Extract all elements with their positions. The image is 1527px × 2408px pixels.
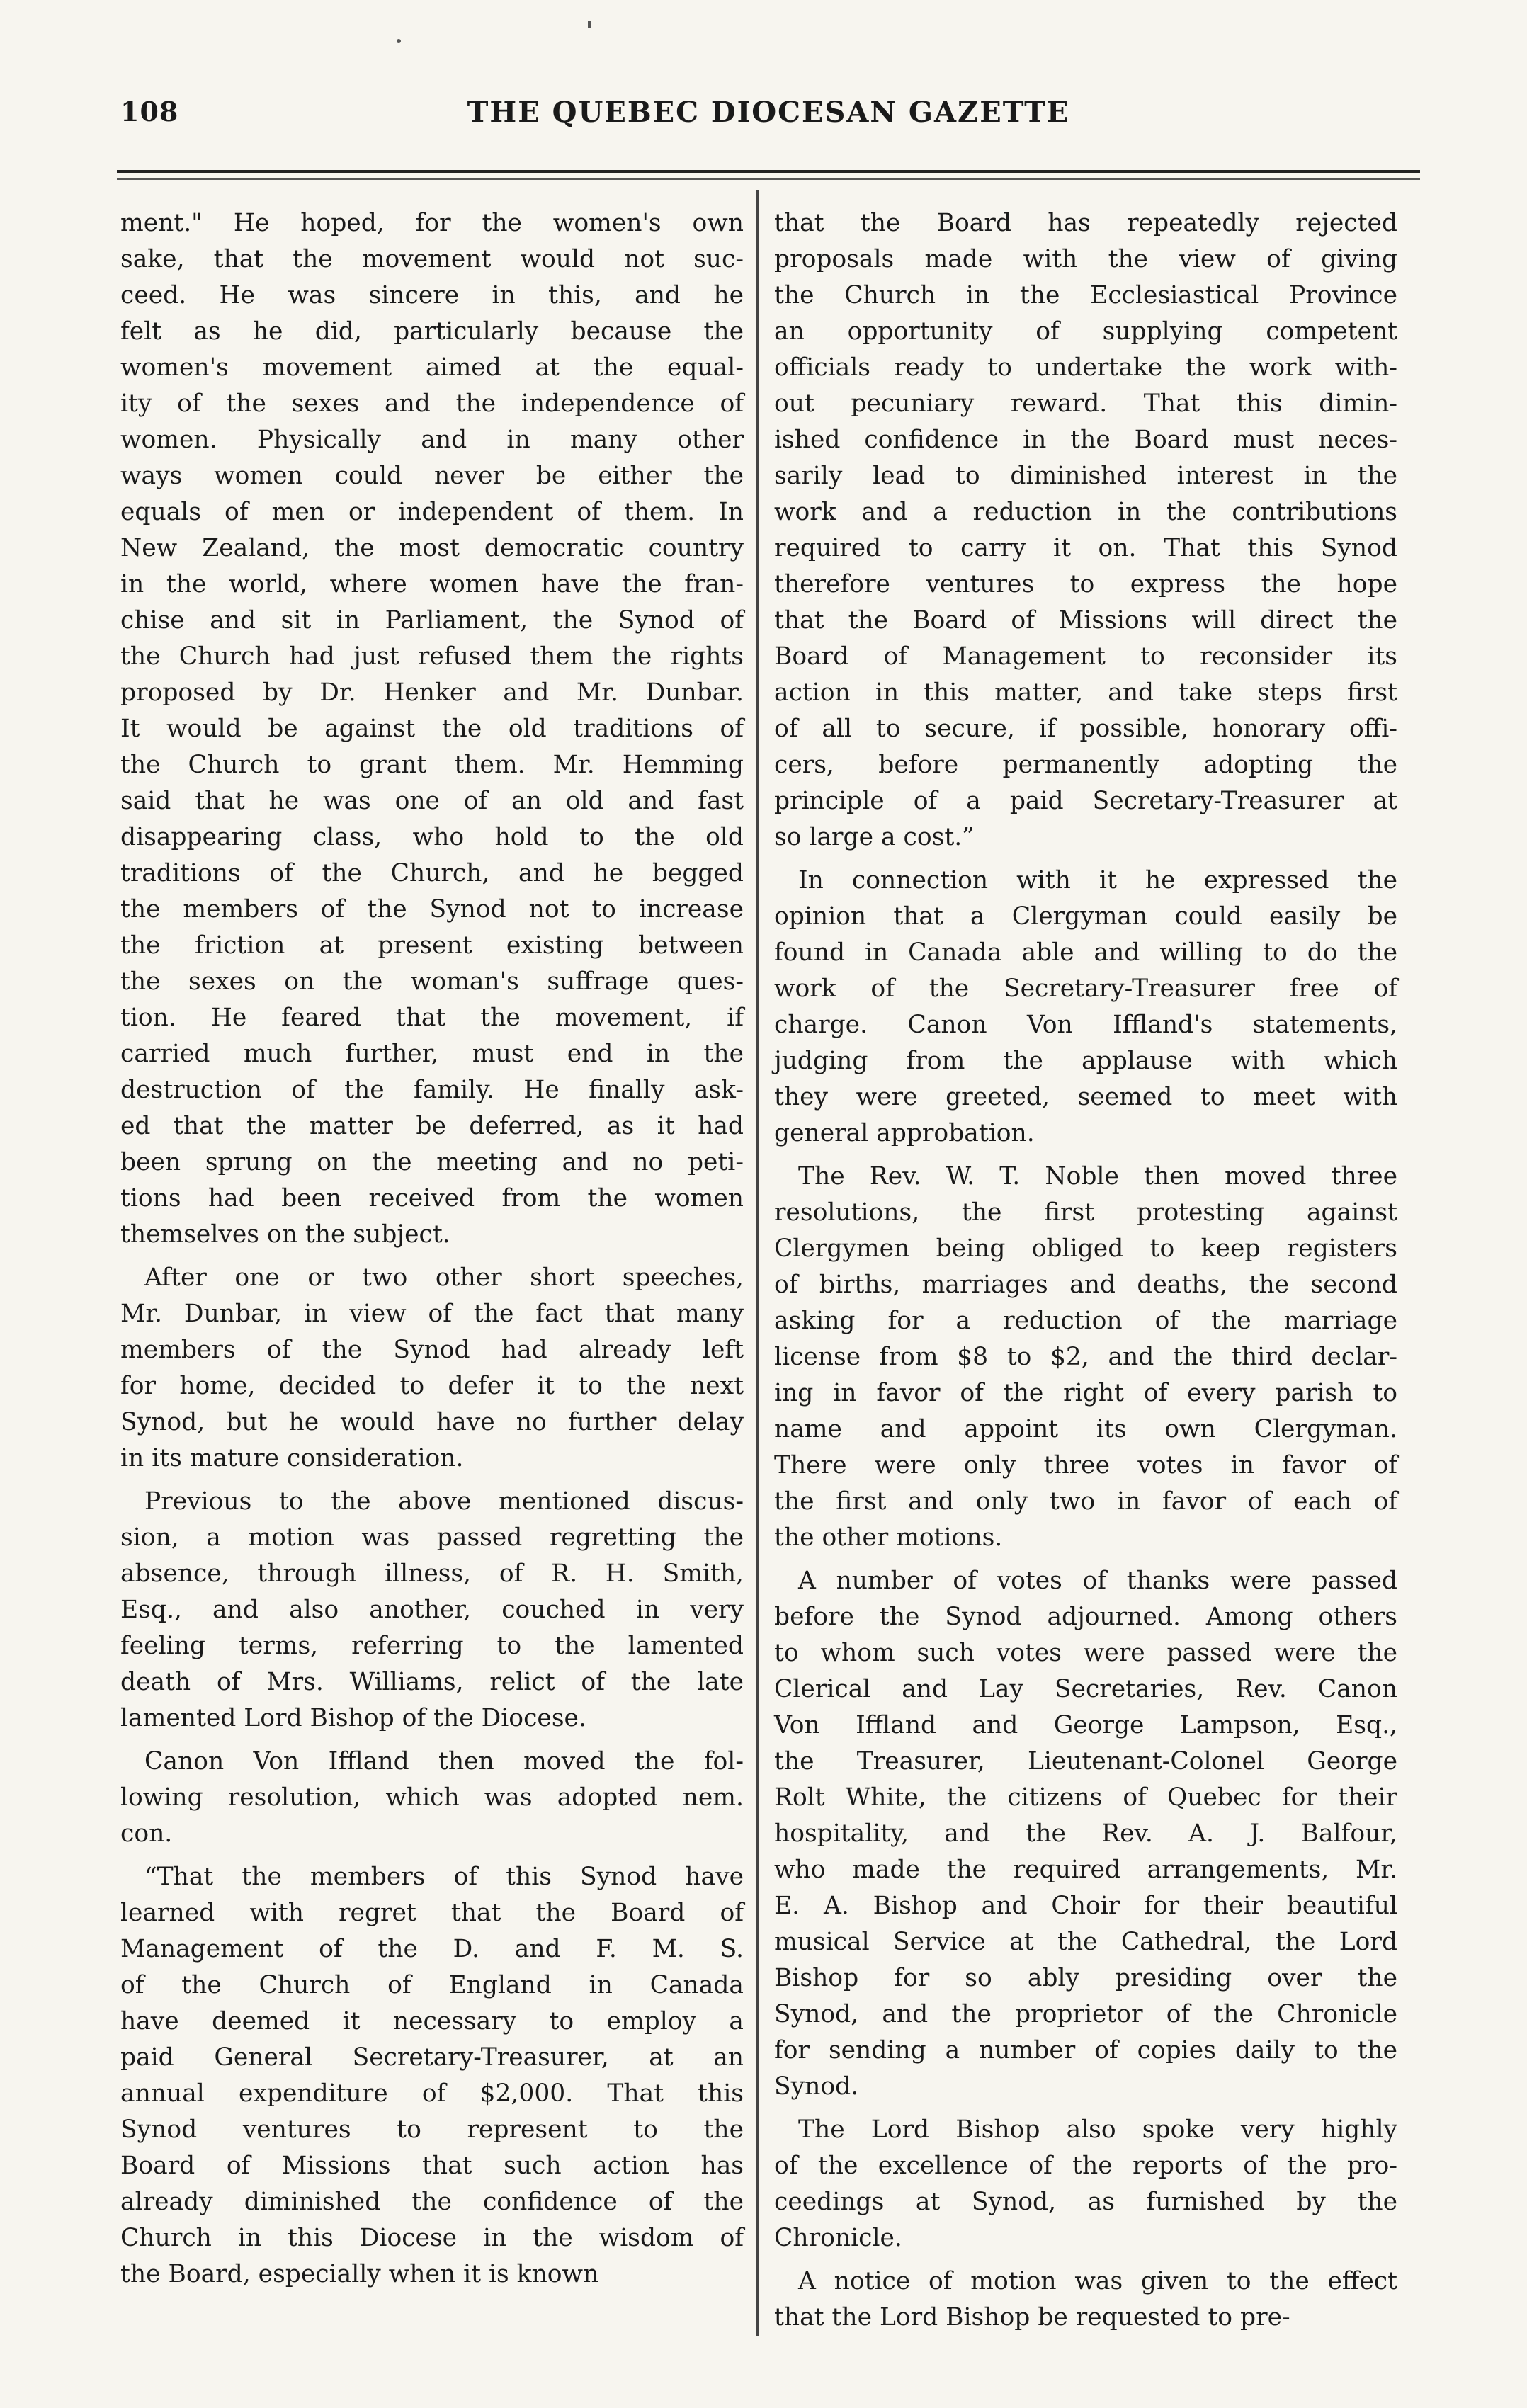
- text-line: New Zealand, the most democratic country: [120, 534, 744, 562]
- text-line: asking for a reduction of the marriage: [774, 1307, 1397, 1335]
- text-line: destruction of the family. He finally ask-: [120, 1076, 744, 1104]
- text-line: the Board, especially when it is known: [120, 2260, 599, 2288]
- paragraph: [120, 1859, 744, 2293]
- header-rule-thin: [117, 178, 1420, 180]
- text-line: A number of votes of thanks were passed: [798, 1567, 1397, 1595]
- text-line: ceedings at Synod, as furnished by the: [774, 2188, 1397, 2216]
- text-line: that the Board has repeatedly rejected: [774, 209, 1397, 237]
- text-line: sake, that the movement would not suc-: [120, 245, 744, 273]
- text-line: Clerical and Lay Secretaries, Rev. Canon: [774, 1675, 1397, 1703]
- text-line: Church in this Diocese in the wisdom of: [120, 2224, 744, 2252]
- text-line: officials ready to undertake the work with-: [774, 353, 1397, 382]
- text-line: ing in favor of the right of every parish to: [774, 1379, 1397, 1407]
- text-line: have deemed it necessary to employ a: [120, 2007, 744, 2035]
- text-line: traditions of the Church, and he begged: [120, 859, 744, 887]
- paragraph: [120, 205, 744, 1253]
- paragraph: [120, 1484, 744, 1737]
- text-line: of births, marriages and deaths, the second: [774, 1271, 1397, 1299]
- text-line: general approbation.: [774, 1119, 1035, 1147]
- text-line: Synod, but he would have no further delay: [120, 1408, 744, 1436]
- text-line: of all to secure, if possible, honorary offi-: [774, 715, 1397, 743]
- text-line: for home, decided to defer it to the next: [120, 1372, 744, 1400]
- running-head: THE QUEBEC DIOCESAN GAZETTE: [467, 96, 1070, 129]
- text-line: After one or two other short speeches,: [144, 1263, 744, 1292]
- text-line: felt as he did, particularly because the: [120, 317, 744, 346]
- text-line: Mr. Dunbar, in view of the fact that many: [120, 1300, 744, 1328]
- text-line: Von Iffland and George Lampson, Esq.,: [774, 1711, 1397, 1739]
- text-line: sion, a motion was passed regretting the: [120, 1523, 744, 1552]
- text-line: in its mature consideration.: [120, 1444, 464, 1472]
- text-line: action in this matter, and take steps first: [774, 678, 1397, 707]
- text-line: It would be against the old traditions of: [120, 715, 744, 743]
- text-line: hospitality, and the Rev. A. J. Balfour,: [774, 1819, 1397, 1848]
- text-line: the other motions.: [774, 1523, 1003, 1552]
- text-line: proposed by Dr. Henker and Mr. Dunbar.: [120, 678, 744, 707]
- text-line: death of Mrs. Williams, relict of the late: [120, 1668, 744, 1696]
- text-line: Rolt White, the citizens of Quebec for their: [774, 1783, 1397, 1812]
- text-line: Synod ventures to represent to the: [120, 2115, 744, 2144]
- text-line: ways women could never be either the: [120, 462, 744, 490]
- text-line: ceed. He was sincere in this, and he: [120, 281, 744, 309]
- text-line: equals of men or independent of them. In: [120, 498, 744, 526]
- text-line: they were greeted, seemed to meet with: [774, 1083, 1397, 1111]
- paragraph: [774, 2264, 1397, 2336]
- text-line: women's movement aimed at the equal-: [120, 353, 744, 382]
- text-line: the members of the Synod not to increase: [120, 895, 744, 924]
- left-column: [120, 205, 744, 2293]
- text-line: resolutions, the first protesting against: [774, 1198, 1397, 1227]
- text-line: the Church to grant them. Mr. Hemming: [120, 751, 744, 779]
- text-line: the Church had just refused them the rights: [120, 642, 744, 671]
- text-line: that the Board of Missions will direct the: [774, 606, 1397, 635]
- text-line: cers, before permanently adopting the: [774, 751, 1397, 779]
- text-line: in the world, where women have the fran-: [120, 570, 744, 598]
- text-line: The Rev. W. T. Noble then moved three: [798, 1162, 1397, 1191]
- text-line: Bishop for so ably presiding over the: [774, 1964, 1397, 1992]
- text-line: opinion that a Clergyman could easily be: [774, 902, 1397, 931]
- text-line: ity of the sexes and the independence of: [120, 390, 744, 418]
- text-line: work and a reduction in the contributions: [774, 498, 1397, 526]
- text-line: for sending a number of copies daily to the: [774, 2036, 1397, 2065]
- text-line: absence, through illness, of R. H. Smith,: [120, 1560, 744, 1588]
- text-line: the first and only two in favor of each of: [774, 1487, 1397, 1516]
- text-line: of the Church of England in Canada: [120, 1971, 744, 1999]
- text-line: E. A. Bishop and Choir for their beautiful: [774, 1892, 1397, 1920]
- text-line: the Church in the Ecclesiastical Province: [774, 281, 1397, 309]
- text-line: tion. He feared that the movement, if: [120, 1004, 744, 1032]
- text-line: charge. Canon Von Iffland's statements,: [774, 1011, 1397, 1039]
- text-line: who made the required arrangements, Mr.: [774, 1856, 1397, 1884]
- text-line: the sexes on the woman's suffrage ques-: [120, 967, 744, 996]
- text-line: con.: [120, 1819, 173, 1848]
- text-line: license from $8 to $2, and the third declar-: [774, 1343, 1397, 1371]
- text-line: already diminished the confidence of the: [120, 2188, 744, 2216]
- text-line: lamented Lord Bishop of the Diocese.: [120, 1704, 586, 1732]
- text-line: Chronicle.: [774, 2224, 902, 2252]
- text-line: an opportunity of supplying competent: [774, 317, 1397, 346]
- text-line: musical Service at the Cathedral, the Lord: [774, 1928, 1397, 1956]
- text-line: ished confidence in the Board must neces-: [774, 426, 1397, 454]
- text-line: There were only three votes in favor of: [774, 1451, 1397, 1480]
- text-line: “That the members of this Synod have: [144, 1863, 744, 1891]
- text-line: required to carry it on. That this Synod: [774, 534, 1397, 562]
- text-line: women. Physically and in many other: [120, 426, 744, 454]
- page-header: [120, 96, 1417, 145]
- text-line: so large a cost.”: [774, 823, 975, 851]
- text-line: Esq., and also another, couched in very: [120, 1596, 744, 1624]
- text-line: work of the Secretary-Treasurer free of: [774, 975, 1397, 1003]
- header-rule: [117, 170, 1420, 173]
- text-line: to whom such votes were passed were the: [774, 1639, 1397, 1667]
- text-line: name and appoint its own Clergyman.: [774, 1415, 1397, 1443]
- paragraph: [120, 1260, 744, 1477]
- text-line: chise and sit in Parliament, the Synod of: [120, 606, 744, 635]
- text-line: principle of a paid Secretary-Treasurer at: [774, 787, 1397, 815]
- text-line: proposals made with the view of giving: [774, 245, 1397, 273]
- text-line: Synod, and the proprietor of the Chronicle: [774, 2000, 1397, 2028]
- paragraph: [774, 1159, 1397, 1556]
- ink-speck: [397, 39, 401, 43]
- text-line: lowing resolution, which was adopted nem.: [120, 1783, 744, 1812]
- text-line: the Treasurer, Lieutenant-Colonel George: [774, 1747, 1397, 1776]
- text-line: ment." He hoped, for the women's own: [120, 209, 744, 237]
- text-line: found in Canada able and willing to do the: [774, 938, 1397, 967]
- text-line: ed that the matter be deferred, as it had: [120, 1112, 744, 1140]
- text-line: Previous to the above mentioned discus-: [144, 1487, 744, 1516]
- text-line: before the Synod adjourned. Among others: [774, 1603, 1397, 1631]
- paragraph: [774, 2112, 1397, 2256]
- text-line: therefore ventures to express the hope: [774, 570, 1397, 598]
- text-line: In connection with it he expressed the: [798, 866, 1397, 895]
- text-line: themselves on the subject.: [120, 1220, 450, 1249]
- text-line: Management of the D. and F. M. S.: [120, 1935, 744, 1963]
- text-line: disappearing class, who hold to the old: [120, 823, 744, 851]
- text-line: out pecuniary reward. That this dimin-: [774, 390, 1397, 418]
- text-line: sarily lead to diminished interest in the: [774, 462, 1397, 490]
- text-line: annual expenditure of $2,000. That this: [120, 2079, 744, 2108]
- text-line: The Lord Bishop also spoke very highly: [798, 2115, 1397, 2144]
- text-line: Board of Missions that such action has: [120, 2152, 744, 2180]
- paragraph: [774, 205, 1397, 856]
- text-line: learned with regret that the Board of: [120, 1899, 744, 1927]
- paragraph: [774, 1563, 1397, 2105]
- text-line: of the excellence of the reports of the pro-: [774, 2152, 1397, 2180]
- text-line: said that he was one of an old and fast: [120, 787, 744, 815]
- paragraph: [120, 1744, 744, 1852]
- text-line: paid General Secretary-Treasurer, at an: [120, 2043, 744, 2072]
- text-line: feeling terms, referring to the lamented: [120, 1632, 744, 1660]
- page-number: 108: [120, 96, 179, 127]
- text-line: judging from the applause with which: [774, 1047, 1397, 1075]
- paragraph: [774, 863, 1397, 1152]
- text-line: carried much further, must end in the: [120, 1040, 744, 1068]
- text-line: Board of Management to reconsider its: [774, 642, 1397, 671]
- text-line: Clergymen being obliged to keep registers: [774, 1234, 1397, 1263]
- text-line: A notice of motion was given to the effect: [798, 2267, 1397, 2295]
- text-line: members of the Synod had already left: [120, 1336, 744, 1364]
- text-line: the friction at present existing between: [120, 931, 744, 960]
- text-line: tions had been received from the women: [120, 1184, 744, 1212]
- ink-speck: [588, 21, 591, 28]
- column-divider: [756, 190, 759, 2336]
- text-line: been sprung on the meeting and no peti-: [120, 1148, 744, 1176]
- text-line: Canon Von Iffland then moved the fol-: [144, 1747, 744, 1776]
- text-line: Synod.: [774, 2072, 859, 2101]
- text-line: that the Lord Bishop be requested to pre-: [774, 2303, 1290, 2332]
- right-column: [774, 205, 1397, 2336]
